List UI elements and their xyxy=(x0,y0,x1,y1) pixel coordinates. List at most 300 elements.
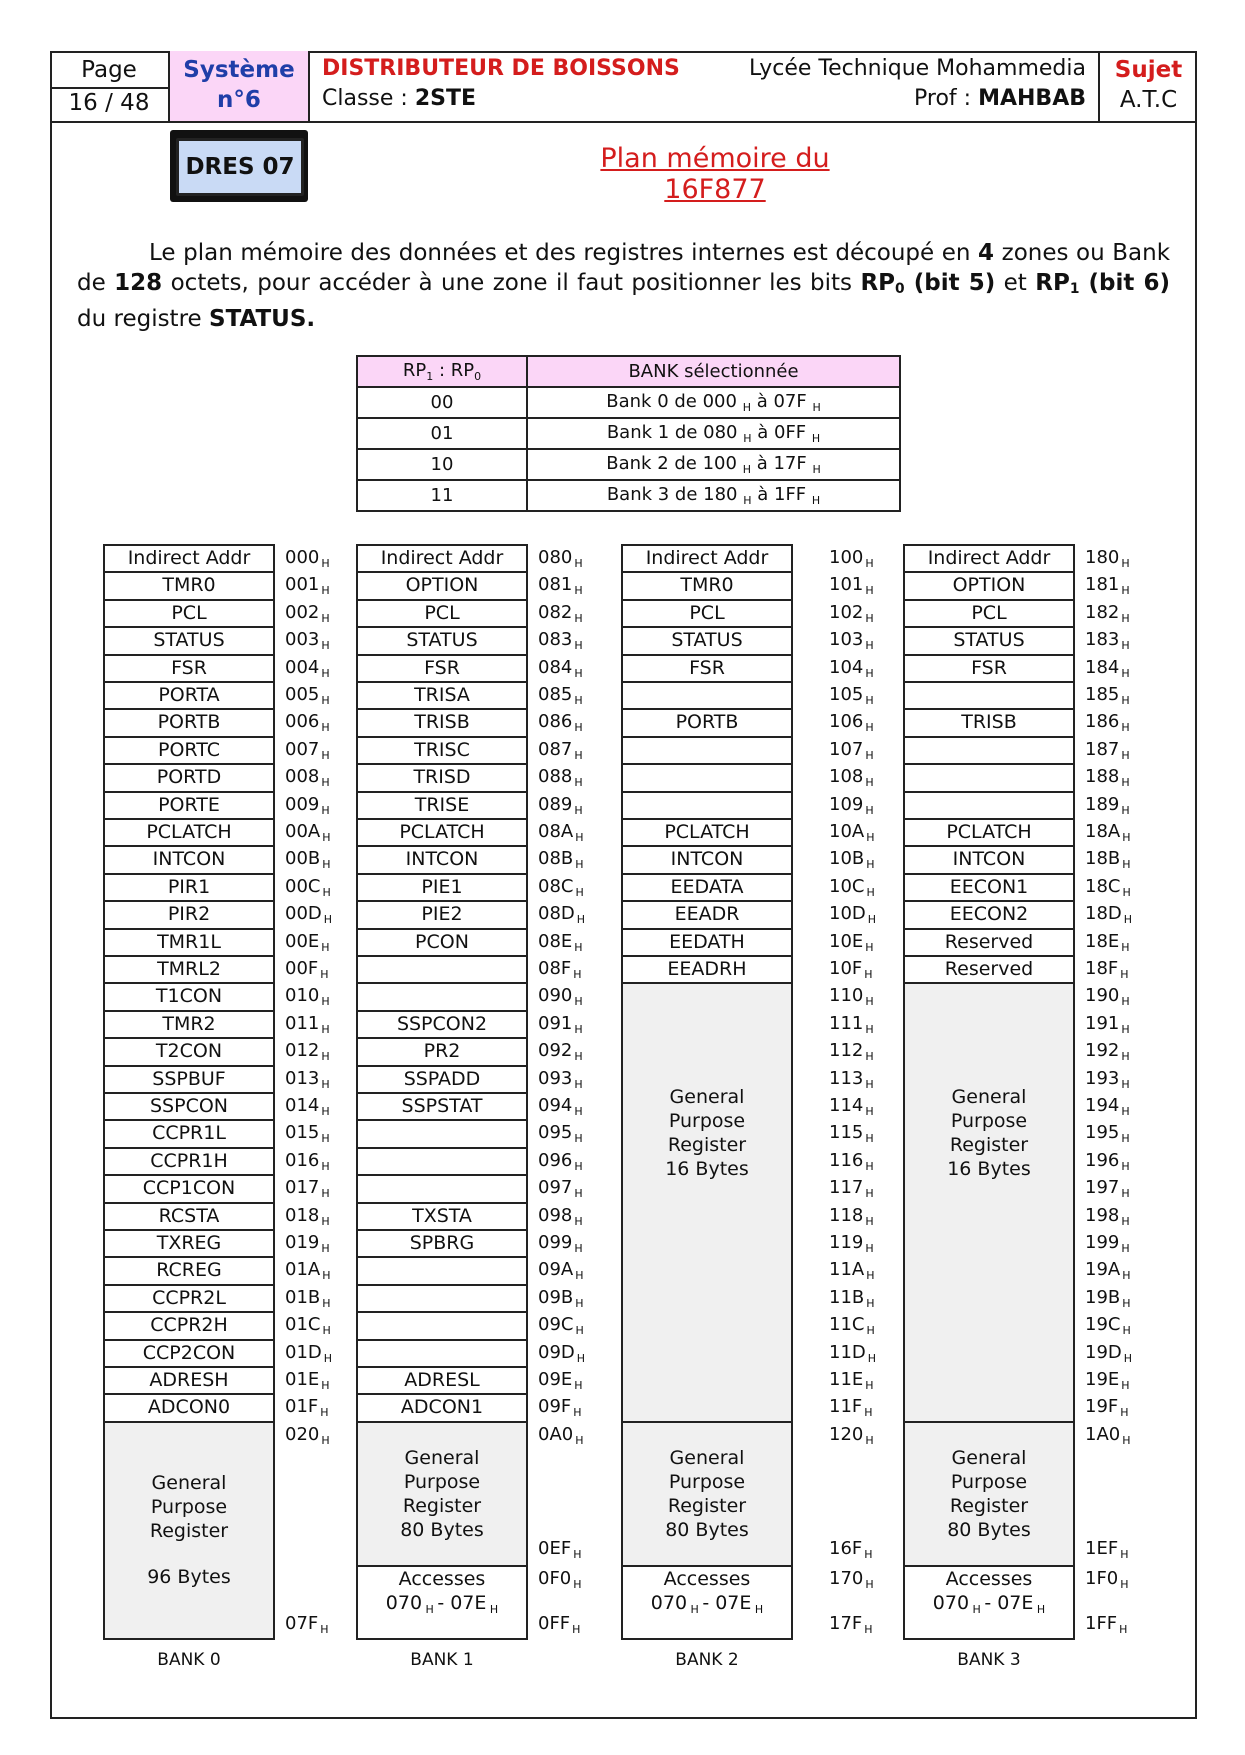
address-label: 01A $_H$ xyxy=(285,1259,331,1283)
address-label: 197 $_H$ xyxy=(1085,1177,1130,1201)
register-cell: PCLATCH xyxy=(356,818,528,845)
cell-text-line: General xyxy=(951,1446,1027,1469)
register-cell: PCON xyxy=(356,928,528,955)
class-info: Classe : 2STE xyxy=(322,86,477,111)
bank-selected-header: BANK sélectionnée xyxy=(527,356,900,387)
register-cell: CCPR2L xyxy=(103,1284,275,1311)
register-cell: PORTB xyxy=(103,708,275,735)
address-label: 08E $_H$ xyxy=(538,930,583,954)
address-label: 170 $_H$ xyxy=(829,1568,874,1591)
address-label: 11A $_H$ xyxy=(829,1259,875,1283)
gpr16-block xyxy=(621,982,793,1420)
register-cell: Indirect Addr xyxy=(903,544,1075,571)
address-label: 198 $_H$ xyxy=(1085,1204,1130,1228)
register-cell: EECON1 xyxy=(903,873,1075,900)
register-cell: TMRL2 xyxy=(103,955,275,982)
address-label: 103 $_H$ xyxy=(829,629,874,653)
address-label: 08C $_H$ xyxy=(538,875,584,899)
register-cell: PCLATCH xyxy=(621,818,793,845)
table-row: 00 Bank 0 de 000 $_H$ à 07F $_H$ xyxy=(357,387,900,418)
address-label: 190 $_H$ xyxy=(1085,985,1130,1009)
address-label: 17F $_H$ xyxy=(829,1613,873,1636)
table-row: 01 Bank 1 de 080 $_H$ à 0FF $_H$ xyxy=(357,418,900,449)
register-cell: STATUS xyxy=(356,626,528,653)
address-label: 015 $_H$ xyxy=(285,1122,330,1146)
table-row: 11 Bank 3 de 180 $_H$ à 1FF $_H$ xyxy=(357,480,900,511)
address-label: 181 $_H$ xyxy=(1085,574,1130,598)
address-label: 013 $_H$ xyxy=(285,1067,330,1091)
register-cell: ADRESL xyxy=(356,1366,528,1393)
address-label: 114 $_H$ xyxy=(829,1095,874,1118)
register-cell: PCL xyxy=(103,599,275,626)
address-label: 185 $_H$ xyxy=(1085,684,1130,707)
cell-text-line: 16 Bytes xyxy=(665,1157,749,1180)
address-label: 006 $_H$ xyxy=(285,711,330,735)
register-cell: Indirect Addr xyxy=(621,544,793,571)
header xyxy=(50,51,1197,123)
address-label: 106 $_H$ xyxy=(829,711,874,735)
school-name: Lycée Technique Mohammedia xyxy=(748,56,1086,81)
address-label: 093 $_H$ xyxy=(538,1067,583,1091)
register-cell: PORTD xyxy=(103,763,275,790)
register-cell: TRISD xyxy=(356,763,528,790)
address-label: 09A $_H$ xyxy=(538,1259,584,1283)
address-label: 100 $_H$ xyxy=(829,547,874,570)
address-label: 18A $_H$ xyxy=(1085,821,1131,844)
address-label: 01B $_H$ xyxy=(285,1286,331,1310)
register-cell: EEDATA xyxy=(621,873,793,900)
address-label: 109 $_H$ xyxy=(829,793,874,817)
register-cell: PIE1 xyxy=(356,873,528,900)
register-cell: T2CON xyxy=(103,1037,275,1064)
bank-label: BANK 3 xyxy=(957,1650,1021,1670)
address-label: 199 $_H$ xyxy=(1085,1232,1130,1255)
register-cell: Indirect Addr xyxy=(103,544,275,571)
register-cell: PCL xyxy=(903,599,1075,626)
register-cell: ADCON1 xyxy=(356,1393,528,1420)
address-label: 11C $_H$ xyxy=(829,1314,875,1338)
address-label: 08A $_H$ xyxy=(538,821,584,844)
page-number-cell xyxy=(50,51,170,123)
address-label: 098 $_H$ xyxy=(538,1204,583,1228)
register-cell: STATUS xyxy=(903,626,1075,653)
register-cell: PCL xyxy=(621,599,793,626)
cell-text-line: 96 Bytes xyxy=(147,1566,231,1589)
register-cell: TMR0 xyxy=(621,571,793,598)
access-block xyxy=(903,1565,1075,1640)
address-label: 01D $_H$ xyxy=(285,1341,333,1365)
address-label: 108 $_H$ xyxy=(829,766,874,790)
address-label: 180 $_H$ xyxy=(1085,547,1130,570)
access-label: Accesses xyxy=(945,1568,1033,1590)
register-cell xyxy=(356,1311,528,1338)
address-label: 018 $_H$ xyxy=(285,1204,330,1228)
address-label: 186 $_H$ xyxy=(1085,711,1130,735)
register-cell: Reserved xyxy=(903,928,1075,955)
register-cell: TMR1L xyxy=(103,928,275,955)
register-cell: TRISB xyxy=(356,708,528,735)
address-label: 10B $_H$ xyxy=(829,848,875,872)
address-label: 10C $_H$ xyxy=(829,875,875,899)
address-label: 087 $_H$ xyxy=(538,738,583,762)
register-cell: EECON2 xyxy=(903,900,1075,927)
register-cell: FSR xyxy=(903,654,1075,681)
address-label: 101 $_H$ xyxy=(829,574,874,598)
address-label: 007 $_H$ xyxy=(285,738,330,762)
access-block xyxy=(621,1565,793,1640)
cell-text-line: Purpose xyxy=(403,1470,481,1493)
address-label: 01C $_H$ xyxy=(285,1314,331,1338)
address-label: 1EF $_H$ xyxy=(1085,1538,1129,1561)
address-label: 18B $_H$ xyxy=(1085,848,1131,872)
address-label: 193 $_H$ xyxy=(1085,1067,1130,1091)
cell-text-line: 16 Bytes xyxy=(947,1157,1031,1180)
cell-text-line: Register xyxy=(667,1133,747,1156)
address-label: 019 $_H$ xyxy=(285,1232,330,1255)
register-cell: FSR xyxy=(356,654,528,681)
address-label: 099 $_H$ xyxy=(538,1232,583,1255)
register-cell: SPBRG xyxy=(356,1229,528,1256)
register-cell: SSPADD xyxy=(356,1065,528,1092)
address-label: 16F $_H$ xyxy=(829,1538,873,1561)
access-range: 070 $_H$ - 07E $_H$ xyxy=(385,1592,499,1616)
register-cell: STATUS xyxy=(103,626,275,653)
doc-code: DRES 07 xyxy=(176,138,304,196)
address-label: 08D $_H$ xyxy=(538,903,586,927)
address-label: 191 $_H$ xyxy=(1085,1012,1130,1036)
cell-text-line: Purpose xyxy=(668,1470,746,1493)
intro-paragraph: Le plan mémoire des données et des registres internes est découpé en 4 zones ou Bank de 128 octets, pour accéder à une zone il faut positionner les bits $RP_0$ (bit 5) et $RP_1$ (bit 6) du registre STATUS. xyxy=(77,240,1171,332)
address-label: 086 $_H$ xyxy=(538,711,583,735)
address-label: 19E $_H$ xyxy=(1085,1369,1130,1392)
register-cell: PORTE xyxy=(103,791,275,818)
register-cell: SSPBUF xyxy=(103,1065,275,1092)
register-cell xyxy=(356,1119,528,1146)
address-label: 116 $_H$ xyxy=(829,1149,874,1173)
register-cell: PORTC xyxy=(103,736,275,763)
address-label: 195 $_H$ xyxy=(1085,1122,1130,1146)
subject-cell xyxy=(1100,51,1197,123)
cell-text-line: General xyxy=(404,1446,480,1469)
address-label: 19F $_H$ xyxy=(1085,1396,1129,1420)
address-label: 094 $_H$ xyxy=(538,1095,583,1118)
address-label: 095 $_H$ xyxy=(538,1122,583,1146)
address-label: 017 $_H$ xyxy=(285,1177,330,1201)
address-label: 1A0 $_H$ xyxy=(1085,1423,1131,1447)
cell-text-line: Register xyxy=(402,1494,482,1517)
rp-bits-header: $RP_1$ : $RP_0$ xyxy=(357,356,527,387)
cell-text-line: General xyxy=(669,1085,745,1108)
address-label: 11E $_H$ xyxy=(829,1369,874,1392)
address-label: 183 $_H$ xyxy=(1085,629,1130,653)
address-label: 097 $_H$ xyxy=(538,1177,583,1201)
address-label: 19A $_H$ xyxy=(1085,1259,1131,1283)
access-label: Accesses xyxy=(398,1568,486,1590)
register-cell: TXSTA xyxy=(356,1202,528,1229)
access-range: 070 $_H$ - 07E $_H$ xyxy=(650,1592,764,1616)
address-label: 11F $_H$ xyxy=(829,1396,873,1420)
cell-text-line: Register xyxy=(149,1520,229,1543)
system-label: Système xyxy=(183,57,295,83)
cell-text-line: Register xyxy=(667,1494,747,1517)
cell-text-line: Register xyxy=(949,1133,1029,1156)
register-cell: OPTION xyxy=(903,571,1075,598)
register-cell: FSR xyxy=(621,654,793,681)
address-label: 01E $_H$ xyxy=(285,1369,330,1392)
access-block xyxy=(356,1565,528,1640)
address-label: 092 $_H$ xyxy=(538,1040,583,1064)
cell-text-line: Purpose xyxy=(150,1496,228,1519)
address-label: 113 $_H$ xyxy=(829,1067,874,1091)
register-cell xyxy=(903,763,1075,790)
register-cell: TMR2 xyxy=(103,1010,275,1037)
address-label: 08F $_H$ xyxy=(538,958,582,981)
address-label: 014 $_H$ xyxy=(285,1095,330,1118)
register-cell: FSR xyxy=(103,654,275,681)
gpr-block xyxy=(356,1421,528,1565)
title-cell xyxy=(310,51,1100,123)
address-label: 10E $_H$ xyxy=(829,930,874,954)
access-label: Accesses xyxy=(663,1568,751,1590)
address-label: 088 $_H$ xyxy=(538,766,583,790)
register-cell: INTCON xyxy=(356,845,528,872)
register-cell: INTCON xyxy=(621,845,793,872)
address-label: 09B $_H$ xyxy=(538,1286,584,1310)
address-label: 117 $_H$ xyxy=(829,1177,874,1201)
page-label: Page xyxy=(81,57,137,83)
register-cell xyxy=(356,1147,528,1174)
register-cell: ADRESH xyxy=(103,1366,275,1393)
address-label: 00A $_H$ xyxy=(285,821,331,844)
cell-text-line: Purpose xyxy=(668,1109,746,1132)
address-label: 009 $_H$ xyxy=(285,793,330,817)
system-number: n°6 xyxy=(217,87,261,113)
address-label: 0FF $_H$ xyxy=(538,1613,581,1636)
address-label: 09D $_H$ xyxy=(538,1341,586,1365)
gpr-block xyxy=(621,1421,793,1565)
register-cell xyxy=(356,955,528,982)
register-cell: CCP1CON xyxy=(103,1174,275,1201)
address-label: 010 $_H$ xyxy=(285,985,330,1009)
register-cell: SSPCON xyxy=(103,1092,275,1119)
address-label: 000 $_H$ xyxy=(285,547,330,570)
register-cell: TRISC xyxy=(356,736,528,763)
register-cell xyxy=(356,982,528,1009)
register-cell: CCPR1H xyxy=(103,1147,275,1174)
register-cell: PCLATCH xyxy=(903,818,1075,845)
register-cell: INTCON xyxy=(103,845,275,872)
cell-text-line: 80 Bytes xyxy=(947,1518,1031,1541)
address-label: 19C $_H$ xyxy=(1085,1314,1131,1338)
register-cell xyxy=(903,681,1075,708)
address-label: 187 $_H$ xyxy=(1085,738,1130,762)
address-label: 105 $_H$ xyxy=(829,684,874,707)
register-cell: SSPCON2 xyxy=(356,1010,528,1037)
gpr16-block xyxy=(903,982,1075,1420)
address-label: 18E $_H$ xyxy=(1085,930,1130,954)
bank-select-header xyxy=(357,356,900,387)
register-cell: TRISE xyxy=(356,791,528,818)
address-label: 07F $_H$ xyxy=(285,1613,329,1636)
register-cell: T1CON xyxy=(103,982,275,1009)
address-label: 00D $_H$ xyxy=(285,903,333,927)
address-label: 10F $_H$ xyxy=(829,958,873,981)
register-cell xyxy=(903,736,1075,763)
address-label: 004 $_H$ xyxy=(285,656,330,680)
cell-text-line: General xyxy=(151,1472,227,1495)
cell-text-line: General xyxy=(669,1446,745,1469)
address-label: 102 $_H$ xyxy=(829,601,874,625)
register-cell xyxy=(621,736,793,763)
address-label: 089 $_H$ xyxy=(538,793,583,817)
register-cell: PIR1 xyxy=(103,873,275,900)
register-cell: EEADR xyxy=(621,900,793,927)
doc-title: DISTRIBUTEUR DE BOISSONS xyxy=(322,56,680,81)
prof-info: Prof : MAHBAB xyxy=(914,86,1086,111)
address-label: 012 $_H$ xyxy=(285,1040,330,1064)
bank-select-table xyxy=(356,355,901,512)
address-label: 112 $_H$ xyxy=(829,1040,874,1064)
address-label: 189 $_H$ xyxy=(1085,793,1130,817)
address-label: 00C $_H$ xyxy=(285,875,331,899)
cell-text-line: 80 Bytes xyxy=(400,1518,484,1541)
page-number: 16 / 48 xyxy=(68,90,150,116)
address-label: 107 $_H$ xyxy=(829,738,874,762)
register-cell: CCPR2H xyxy=(103,1311,275,1338)
address-label: 01F $_H$ xyxy=(285,1396,329,1420)
register-cell: PIE2 xyxy=(356,900,528,927)
address-label: 0A0 $_H$ xyxy=(538,1423,584,1447)
address-label: 00F $_H$ xyxy=(285,958,329,981)
address-label: 118 $_H$ xyxy=(829,1204,874,1228)
register-cell xyxy=(621,681,793,708)
address-label: 18D $_H$ xyxy=(1085,903,1133,927)
register-cell xyxy=(621,791,793,818)
cell-text-line: Purpose xyxy=(950,1109,1028,1132)
address-label: 11B $_H$ xyxy=(829,1286,875,1310)
address-label: 085 $_H$ xyxy=(538,684,583,707)
address-label: 18C $_H$ xyxy=(1085,875,1131,899)
address-label: 020 $_H$ xyxy=(285,1423,330,1447)
cell-text-line: 80 Bytes xyxy=(665,1518,749,1541)
subject-value: A.T.C xyxy=(1119,87,1178,113)
address-label: 008 $_H$ xyxy=(285,766,330,790)
gpr-block xyxy=(903,1421,1075,1565)
address-label: 18F $_H$ xyxy=(1085,958,1129,981)
register-cell: Reserved xyxy=(903,955,1075,982)
register-cell: RCREG xyxy=(103,1256,275,1283)
address-label: 194 $_H$ xyxy=(1085,1095,1130,1118)
address-label: 003 $_H$ xyxy=(285,629,330,653)
register-cell: PORTA xyxy=(103,681,275,708)
register-cell: Indirect Addr xyxy=(356,544,528,571)
cell-text-line: Register xyxy=(949,1494,1029,1517)
address-label: 09E $_H$ xyxy=(538,1369,583,1392)
register-cell: PR2 xyxy=(356,1037,528,1064)
address-label: 10D $_H$ xyxy=(829,903,877,927)
register-cell xyxy=(903,791,1075,818)
table-row: 10 Bank 2 de 100 $_H$ à 17F $_H$ xyxy=(357,449,900,480)
address-label: 00E $_H$ xyxy=(285,930,330,954)
address-label: 081 $_H$ xyxy=(538,574,583,598)
gpr-block xyxy=(103,1421,275,1640)
register-cell: TMR0 xyxy=(103,571,275,598)
register-cell xyxy=(356,1256,528,1283)
access-range: 070 $_H$ - 07E $_H$ xyxy=(932,1592,1046,1616)
register-cell: EEDATH xyxy=(621,928,793,955)
address-label: 115 $_H$ xyxy=(829,1122,874,1146)
register-cell: EEADRH xyxy=(621,955,793,982)
address-label: 0EF $_H$ xyxy=(538,1538,582,1561)
address-label: 082 $_H$ xyxy=(538,601,583,625)
address-label: 080 $_H$ xyxy=(538,547,583,570)
register-cell: OPTION xyxy=(356,571,528,598)
address-label: 084 $_H$ xyxy=(538,656,583,680)
main-title: Plan mémoire du 16F877 xyxy=(600,143,830,205)
address-label: 002 $_H$ xyxy=(285,601,330,625)
address-label: 08B $_H$ xyxy=(538,848,584,872)
cell-text-line: Purpose xyxy=(950,1470,1028,1493)
address-label: 19D $_H$ xyxy=(1085,1341,1133,1365)
address-label: 096 $_H$ xyxy=(538,1149,583,1173)
address-label: 196 $_H$ xyxy=(1085,1149,1130,1173)
register-cell: PCLATCH xyxy=(103,818,275,845)
register-cell: CCPR1L xyxy=(103,1119,275,1146)
cell-text-line: General xyxy=(951,1085,1027,1108)
address-label: 1FF $_H$ xyxy=(1085,1613,1128,1636)
address-label: 182 $_H$ xyxy=(1085,601,1130,625)
address-label: 10A $_H$ xyxy=(829,821,875,844)
register-cell: PCL xyxy=(356,599,528,626)
register-cell: PIR2 xyxy=(103,900,275,927)
address-label: 184 $_H$ xyxy=(1085,656,1130,680)
address-label: 188 $_H$ xyxy=(1085,766,1130,790)
address-label: 09C $_H$ xyxy=(538,1314,584,1338)
register-cell xyxy=(621,763,793,790)
register-cell: TRISA xyxy=(356,681,528,708)
register-cell: TRISB xyxy=(903,708,1075,735)
register-cell: TXREG xyxy=(103,1229,275,1256)
address-label: 11D $_H$ xyxy=(829,1341,877,1365)
address-label: 192 $_H$ xyxy=(1085,1040,1130,1064)
register-cell: ADCON0 xyxy=(103,1393,275,1420)
bank-label: BANK 0 xyxy=(157,1650,221,1670)
register-cell: CCP2CON xyxy=(103,1339,275,1366)
bank-label: BANK 2 xyxy=(675,1650,739,1670)
bank-label: BANK 1 xyxy=(410,1650,474,1670)
register-cell: RCSTA xyxy=(103,1202,275,1229)
address-label: 110 $_H$ xyxy=(829,985,874,1009)
register-cell: PORTB xyxy=(621,708,793,735)
subject-label: Sujet xyxy=(1114,57,1183,83)
address-label: 083 $_H$ xyxy=(538,629,583,653)
address-label: 111 $_H$ xyxy=(829,1012,874,1036)
system-cell xyxy=(170,51,310,123)
address-label: 120 $_H$ xyxy=(829,1423,874,1447)
register-cell xyxy=(356,1174,528,1201)
register-cell: SSPSTAT xyxy=(356,1092,528,1119)
register-cell xyxy=(356,1339,528,1366)
register-cell: STATUS xyxy=(621,626,793,653)
address-label: 090 $_H$ xyxy=(538,985,583,1009)
address-label: 09F $_H$ xyxy=(538,1396,582,1420)
address-label: 104 $_H$ xyxy=(829,656,874,680)
address-label: 1F0 $_H$ xyxy=(1085,1568,1129,1591)
address-label: 0F0 $_H$ xyxy=(538,1568,582,1591)
address-label: 119 $_H$ xyxy=(829,1232,874,1255)
address-label: 001 $_H$ xyxy=(285,574,330,598)
address-label: 00B $_H$ xyxy=(285,848,331,872)
